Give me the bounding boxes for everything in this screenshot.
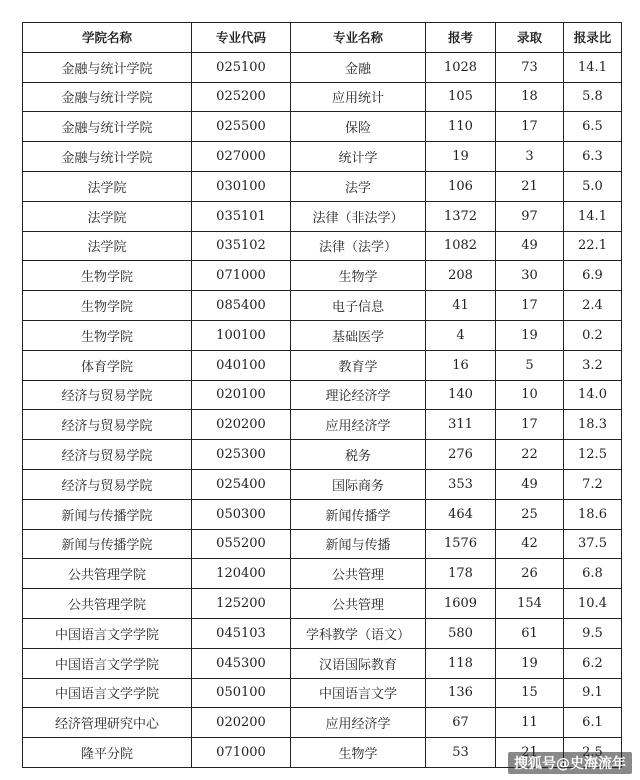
cell-major-code: 025200 — [192, 82, 291, 112]
cell-college-name: 生物学院 — [23, 320, 192, 350]
cell-college-name: 经济与贸易学院 — [23, 410, 192, 440]
table-row — [23, 112, 622, 142]
cell-ratio: 18.6 — [564, 499, 622, 529]
cell-major-code: 025500 — [192, 112, 291, 142]
cell-admitted: 21 — [496, 171, 564, 201]
cell-applicants: 353 — [426, 469, 496, 499]
cell-applicants: 19 — [426, 142, 496, 172]
cell-major-name: 基础医学 — [291, 320, 426, 350]
cell-major-name: 应用经济学 — [291, 410, 426, 440]
cell-major-code: 020200 — [192, 410, 291, 440]
cell-college-name: 中国语言文学学院 — [23, 678, 192, 708]
cell-major-name: 理论经济学 — [291, 380, 426, 410]
cell-major-name: 税务 — [291, 440, 426, 470]
cell-applicants: 110 — [426, 112, 496, 142]
cell-major-code: 035102 — [192, 231, 291, 261]
cell-major-name: 应用统计 — [291, 82, 426, 112]
cell-major-name: 新闻与传播 — [291, 529, 426, 559]
table-body — [23, 52, 622, 767]
table-row — [23, 142, 622, 172]
cell-major-name: 保险 — [291, 112, 426, 142]
cell-college-name: 经济与贸易学院 — [23, 440, 192, 470]
header-admitted: 录取 — [496, 23, 564, 53]
cell-ratio: 6.9 — [564, 261, 622, 291]
cell-college-name: 新闻与传播学院 — [23, 499, 192, 529]
table-row — [23, 380, 622, 410]
cell-college-name: 中国语言文学学院 — [23, 648, 192, 678]
table-row — [23, 350, 622, 380]
cell-admitted: 26 — [496, 559, 564, 589]
cell-applicants: 140 — [426, 380, 496, 410]
cell-major-code: 100100 — [192, 320, 291, 350]
cell-admitted: 17 — [496, 291, 564, 321]
cell-major-code: 085400 — [192, 291, 291, 321]
header-major-name: 专业名称 — [291, 23, 426, 53]
cell-admitted: 154 — [496, 589, 564, 619]
cell-admitted: 25 — [496, 499, 564, 529]
table-row — [23, 529, 622, 559]
table-row — [23, 708, 622, 738]
cell-college-name: 金融与统计学院 — [23, 112, 192, 142]
cell-college-name: 经济与贸易学院 — [23, 469, 192, 499]
cell-admitted: 17 — [496, 112, 564, 142]
cell-applicants: 178 — [426, 559, 496, 589]
cell-applicants: 1082 — [426, 231, 496, 261]
table-row — [23, 201, 622, 231]
cell-ratio: 3.2 — [564, 350, 622, 380]
cell-college-name: 新闻与传播学院 — [23, 529, 192, 559]
cell-major-name: 公共管理 — [291, 559, 426, 589]
cell-major-code: 025100 — [192, 52, 291, 82]
cell-applicants: 41 — [426, 291, 496, 321]
cell-ratio: 9.5 — [564, 618, 622, 648]
table-row — [23, 410, 622, 440]
cell-ratio: 10.4 — [564, 589, 622, 619]
watermark: 搜狐号@史海流年 — [508, 752, 632, 774]
cell-applicants: 4 — [426, 320, 496, 350]
table-row — [23, 171, 622, 201]
cell-admitted: 11 — [496, 708, 564, 738]
cell-college-name: 公共管理学院 — [23, 589, 192, 619]
cell-applicants: 16 — [426, 350, 496, 380]
cell-admitted: 19 — [496, 648, 564, 678]
table-row — [23, 499, 622, 529]
cell-major-name: 新闻传播学 — [291, 499, 426, 529]
cell-ratio: 6.8 — [564, 559, 622, 589]
cell-college-name: 法学院 — [23, 201, 192, 231]
cell-admitted: 49 — [496, 469, 564, 499]
cell-ratio: 6.3 — [564, 142, 622, 172]
cell-applicants: 118 — [426, 648, 496, 678]
cell-major-code: 071000 — [192, 261, 291, 291]
header-major-code: 专业代码 — [192, 23, 291, 53]
table-row — [23, 678, 622, 708]
cell-major-code: 025400 — [192, 469, 291, 499]
table-row — [23, 291, 622, 321]
cell-ratio: 22.1 — [564, 231, 622, 261]
table-row — [23, 648, 622, 678]
cell-major-name: 统计学 — [291, 142, 426, 172]
cell-ratio: 14.0 — [564, 380, 622, 410]
table-header-row — [23, 23, 622, 53]
table-row — [23, 261, 622, 291]
cell-college-name: 生物学院 — [23, 291, 192, 321]
cell-college-name: 法学院 — [23, 171, 192, 201]
cell-major-name: 中国语言文学 — [291, 678, 426, 708]
cell-college-name: 金融与统计学院 — [23, 82, 192, 112]
cell-college-name: 公共管理学院 — [23, 559, 192, 589]
cell-major-name: 法律（法学） — [291, 231, 426, 261]
cell-major-name: 汉语国际教育 — [291, 648, 426, 678]
cell-applicants: 208 — [426, 261, 496, 291]
cell-ratio: 5.8 — [564, 82, 622, 112]
table-row — [23, 440, 622, 470]
cell-applicants: 106 — [426, 171, 496, 201]
cell-major-name: 国际商务 — [291, 469, 426, 499]
admissions-table — [22, 22, 622, 768]
cell-major-code: 125200 — [192, 589, 291, 619]
cell-major-code: 045300 — [192, 648, 291, 678]
cell-applicants: 1576 — [426, 529, 496, 559]
cell-applicants: 1372 — [426, 201, 496, 231]
cell-major-name: 学科教学（语文） — [291, 618, 426, 648]
cell-major-name: 法律（非法学） — [291, 201, 426, 231]
cell-admitted: 19 — [496, 320, 564, 350]
table-row — [23, 618, 622, 648]
cell-applicants: 580 — [426, 618, 496, 648]
cell-applicants: 1028 — [426, 52, 496, 82]
cell-ratio: 5.0 — [564, 171, 622, 201]
cell-ratio: 37.5 — [564, 529, 622, 559]
cell-applicants: 464 — [426, 499, 496, 529]
header-applicants: 报考 — [426, 23, 496, 53]
cell-major-code: 020200 — [192, 708, 291, 738]
cell-major-code: 027000 — [192, 142, 291, 172]
cell-major-code: 050100 — [192, 678, 291, 708]
table-row — [23, 52, 622, 82]
cell-ratio: 0.2 — [564, 320, 622, 350]
cell-ratio: 14.1 — [564, 201, 622, 231]
table-row — [23, 320, 622, 350]
cell-admitted: 73 — [496, 52, 564, 82]
cell-applicants: 53 — [426, 738, 496, 768]
cell-major-name: 法学 — [291, 171, 426, 201]
cell-ratio: 12.5 — [564, 440, 622, 470]
cell-applicants: 276 — [426, 440, 496, 470]
table-row — [23, 469, 622, 499]
header-ratio: 报录比 — [564, 23, 622, 53]
cell-college-name: 经济管理研究中心 — [23, 708, 192, 738]
cell-major-code: 040100 — [192, 350, 291, 380]
cell-major-name: 电子信息 — [291, 291, 426, 321]
cell-ratio: 6.1 — [564, 708, 622, 738]
cell-ratio: 6.5 — [564, 112, 622, 142]
cell-major-code: 050300 — [192, 499, 291, 529]
cell-college-name: 隆平分院 — [23, 738, 192, 768]
cell-major-name: 生物学 — [291, 261, 426, 291]
cell-college-name: 中国语言文学学院 — [23, 618, 192, 648]
cell-college-name: 体育学院 — [23, 350, 192, 380]
cell-major-name: 教育学 — [291, 350, 426, 380]
cell-ratio: 2.4 — [564, 291, 622, 321]
cell-applicants: 136 — [426, 678, 496, 708]
cell-admitted: 49 — [496, 231, 564, 261]
table-row — [23, 589, 622, 619]
cell-major-code: 030100 — [192, 171, 291, 201]
cell-major-name: 金融 — [291, 52, 426, 82]
cell-ratio: 14.1 — [564, 52, 622, 82]
cell-college-name: 金融与统计学院 — [23, 142, 192, 172]
cell-admitted: 17 — [496, 410, 564, 440]
cell-applicants: 311 — [426, 410, 496, 440]
cell-ratio: 6.2 — [564, 648, 622, 678]
cell-major-code: 020100 — [192, 380, 291, 410]
cell-ratio: 9.1 — [564, 678, 622, 708]
cell-major-code: 120400 — [192, 559, 291, 589]
cell-admitted: 22 — [496, 440, 564, 470]
table-row — [23, 559, 622, 589]
cell-ratio: 7.2 — [564, 469, 622, 499]
cell-admitted: 10 — [496, 380, 564, 410]
header-college-name: 学院名称 — [23, 23, 192, 53]
cell-major-name: 生物学 — [291, 738, 426, 768]
cell-major-code: 071000 — [192, 738, 291, 768]
cell-admitted: 5 — [496, 350, 564, 380]
cell-college-name: 经济与贸易学院 — [23, 380, 192, 410]
cell-major-code: 055200 — [192, 529, 291, 559]
cell-major-code: 045103 — [192, 618, 291, 648]
cell-college-name: 法学院 — [23, 231, 192, 261]
table-row — [23, 82, 622, 112]
cell-admitted: 18 — [496, 82, 564, 112]
cell-major-name: 应用经济学 — [291, 708, 426, 738]
cell-applicants: 1609 — [426, 589, 496, 619]
table-row — [23, 231, 622, 261]
cell-applicants: 105 — [426, 82, 496, 112]
cell-admitted: 42 — [496, 529, 564, 559]
cell-college-name: 生物学院 — [23, 261, 192, 291]
cell-admitted: 30 — [496, 261, 564, 291]
cell-admitted: 61 — [496, 618, 564, 648]
cell-admitted: 15 — [496, 678, 564, 708]
cell-admitted: 3 — [496, 142, 564, 172]
cell-major-name: 公共管理 — [291, 589, 426, 619]
cell-admitted: 97 — [496, 201, 564, 231]
cell-ratio: 18.3 — [564, 410, 622, 440]
cell-major-code: 025300 — [192, 440, 291, 470]
cell-major-code: 035101 — [192, 201, 291, 231]
cell-college-name: 金融与统计学院 — [23, 52, 192, 82]
cell-applicants: 67 — [426, 708, 496, 738]
